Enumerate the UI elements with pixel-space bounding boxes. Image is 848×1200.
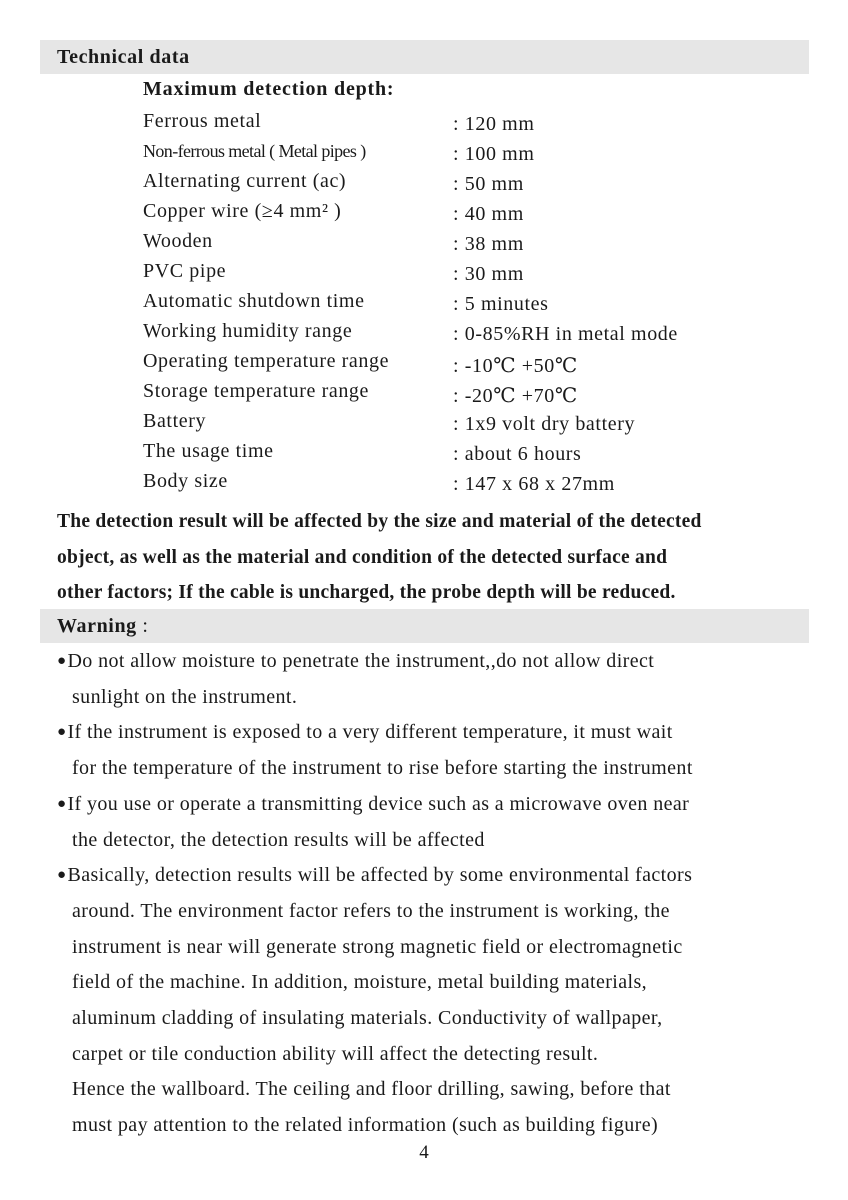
spec-label: Wooden — [143, 230, 213, 252]
detection-note — [57, 504, 817, 611]
note-line: object, as well as the material and condition of the detected surface and — [57, 546, 668, 568]
warning-text: If the instrument is exposed to a very different temperature, it must wait — [67, 721, 673, 744]
spec-row — [0, 290, 848, 320]
warning-line — [57, 644, 827, 680]
warning-line — [57, 715, 827, 751]
warning-line: sunlight on the instrument. — [72, 685, 298, 708]
warning-line: must pay attention to the related information (such as building figure) — [72, 1114, 659, 1137]
spec-row — [0, 170, 848, 200]
spec-row — [0, 200, 848, 230]
spec-label: Body size — [143, 470, 228, 492]
warning-item — [57, 787, 827, 858]
spec-label: Non-ferrous metal ( Metal pipes ) — [143, 141, 366, 161]
spec-label: Ferrous metal — [143, 110, 262, 132]
warning-text: If you use or operate a transmitting device such as a microwave oven near — [67, 792, 690, 815]
spec-label: The usage time — [143, 440, 274, 462]
spec-value: : 30 mm — [453, 263, 524, 285]
warning-item — [57, 858, 827, 1144]
spec-label: Storage temperature range — [143, 380, 370, 402]
spec-label: Copper wire (≥4 mm² ) — [143, 200, 342, 222]
bullet-icon: ● — [57, 653, 67, 669]
warning-line: carpet or tile conduction ability will affect the detecting result. — [72, 1042, 599, 1065]
spec-label: Operating temperature range — [143, 350, 390, 372]
spec-row — [0, 470, 848, 500]
spec-row — [0, 140, 848, 170]
spec-value: : 40 mm — [453, 203, 524, 225]
warning-line: the detector, the detection results will be affected — [72, 828, 485, 851]
warning-item — [57, 715, 827, 786]
spec-value: : -10℃ +50℃ — [453, 355, 578, 377]
bullet-icon: ● — [57, 724, 67, 741]
technical-data-heading: Technical data — [57, 46, 190, 68]
warning-header-band — [40, 609, 809, 643]
warning-text: Basically, detection results will be affected by some environmental factors — [67, 864, 693, 887]
warning-item — [57, 644, 827, 715]
warning-heading — [57, 609, 149, 643]
spec-label: Battery — [143, 410, 207, 432]
warning-list — [57, 644, 827, 1144]
spec-row — [0, 440, 848, 470]
spec-value: : -20℃ +70℃ — [453, 385, 578, 407]
spec-value: : 0-85%RH in metal mode — [453, 323, 678, 345]
spec-value: : 147 x 68 x 27mm — [453, 473, 615, 495]
warning-heading-text: Warning — [57, 615, 137, 637]
spec-row — [0, 350, 848, 380]
spec-row — [0, 110, 848, 140]
spec-row — [0, 380, 848, 410]
note-line: The detection result will be affected by the size and material of the detected — [57, 511, 702, 532]
spec-label: Alternating current (ac) — [143, 170, 347, 192]
spec-row — [0, 230, 848, 260]
spec-value: : 50 mm — [453, 173, 524, 195]
spec-label: Automatic shutdown time — [143, 290, 365, 312]
warning-line: for the temperature of the instrument to rise before starting the instrument — [72, 757, 693, 780]
warning-line: field of the machine. In addition, moisture, metal building materials, — [72, 971, 648, 994]
spec-row — [0, 260, 848, 290]
warning-line — [57, 858, 827, 894]
note-line: other factors; If the cable is uncharged, the probe depth will be reduced. — [57, 582, 676, 603]
spec-value: : 38 mm — [453, 233, 524, 255]
warning-line: instrument is near will generate strong magnetic field or electromagnetic — [72, 935, 683, 958]
spec-label: PVC pipe — [143, 260, 227, 282]
spec-row — [0, 320, 848, 350]
spec-value: : 5 minutes — [453, 293, 549, 315]
warning-line: aluminum cladding of insulating materials. Conductivity of wallpaper, — [72, 1007, 663, 1030]
warning-text: Do not allow moisture to penetrate the instrument,,do not allow direct — [67, 650, 655, 672]
warning-line — [57, 787, 827, 823]
warning-line: around. The environment factor refers to the instrument is working, the — [72, 899, 670, 922]
page-number: 4 — [419, 1142, 429, 1163]
bullet-icon: ● — [57, 795, 67, 812]
warning-heading-colon: : — [136, 615, 149, 637]
spec-value: : 1x9 volt dry battery — [453, 413, 636, 435]
bullet-icon: ● — [57, 867, 67, 884]
spec-value: : 120 mm — [453, 113, 535, 135]
warning-line: Hence the wallboard. The ceiling and floor drilling, sawing, before that — [72, 1078, 671, 1101]
spec-row — [0, 410, 848, 440]
max-detection-depth-subheading: Maximum detection depth: — [143, 78, 395, 100]
spec-value: : about 6 hours — [453, 443, 582, 465]
spec-value: : 100 mm — [453, 143, 535, 165]
spec-label: Working humidity range — [143, 320, 353, 342]
